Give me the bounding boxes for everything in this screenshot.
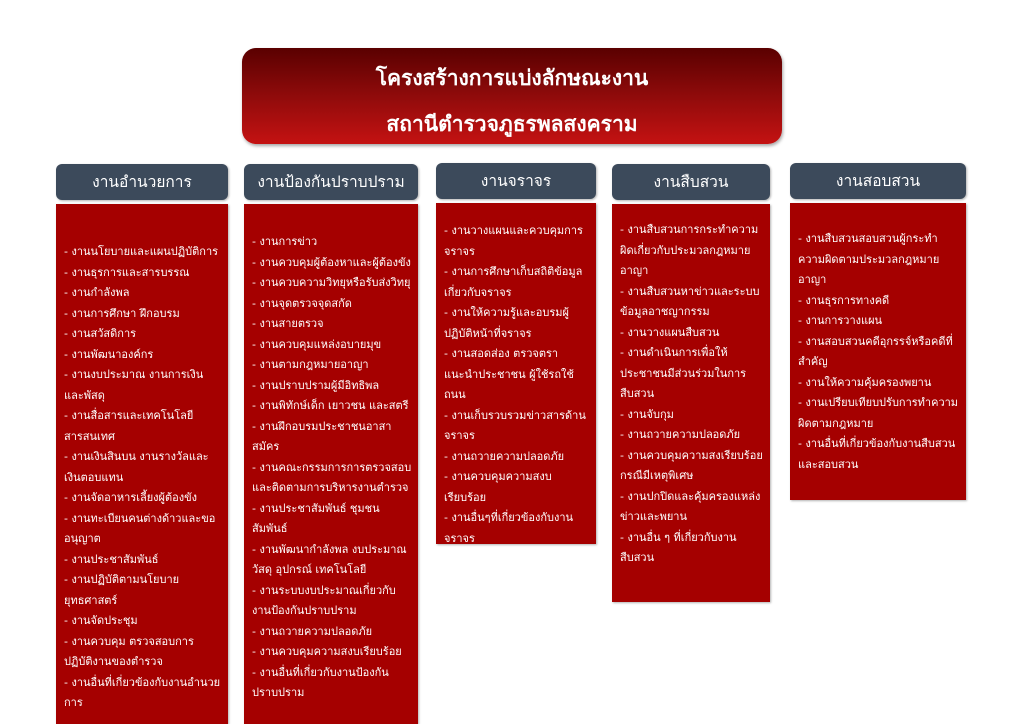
duty-item: - งานถวายความปลอดภัย [252, 624, 373, 638]
duty-item: - งานสื่อสารและเทคโนโลยีสารสนเทศ [64, 409, 194, 443]
duty-item: - งานทะเบียนคนต่างด้าวและขออนุญาต [64, 511, 216, 545]
duty-item: - งานงบประมาณ งานการเงินและพัสดุ [64, 368, 204, 402]
box-inquiry [790, 203, 966, 500]
duty-item: - งานถวายความปลอดภัย [620, 428, 741, 441]
duty-item: - งานควบคุมความสงบเรียบร้อย [252, 645, 402, 658]
duty-item: - งานสืบสวนการกระทำความผิดเกี่ยวกับประมวลกฎหมายอาญา [620, 223, 759, 277]
duty-item: - งานจุดตรวจจุดสกัด [252, 296, 352, 310]
header-investigation: งานสืบสวน [612, 164, 770, 200]
duty-item: - งานอื่น ๆ ที่เกี่ยวกับงานสืบสวน [620, 530, 737, 564]
duty-item: - งานควบคุมผู้ต้องหาและผู้ต้องขัง [252, 255, 411, 269]
box-traffic [436, 203, 596, 544]
duty-item: - งานกำลังพล [64, 286, 130, 299]
duty-item: - งานธุรการและสารบรรณ [64, 265, 190, 279]
box-crime-prevention [244, 204, 418, 724]
duty-item: - งานประชาสัมพันธ์ [64, 552, 159, 566]
duty-item: - งานให้ความรู้และอบรมผู้ปฏิบัติหน้าที่จราจร [444, 306, 569, 340]
duty-item: - งานฝึกอบรมประชาชนอาสาสมัคร [252, 419, 392, 453]
duty-item: - งานระบบงบประมาณเกี่ยวกับงานป้องกันปราบปราม [252, 583, 396, 617]
duty-item: - งานควบความวิทยุหรือรับส่งวิทยุ [252, 276, 411, 289]
duty-item: - งานจัดอาหารเลี้ยงผู้ต้องขัง [64, 491, 198, 504]
duty-item: - งานอื่นๆที่เกี่ยวข้องกับงานจราจร [444, 511, 574, 545]
title-banner [242, 48, 782, 144]
duty-item: - งานพิทักษ์เด็ก เยาวชน และสตรี [252, 399, 409, 412]
duty-item: - งานอื่นที่เกี่ยวข้องกับงานอำนวยการ [64, 675, 221, 709]
duty-item: - งานปกปิดและคุ้มครองแหล่งข่าวและพยาน [620, 489, 761, 523]
duty-item: - งานอื่นที่เกี่ยวกับงานป้องกันปราบปราม [252, 665, 389, 699]
duty-item: - งานให้ความคุ้มครองพยาน [798, 375, 932, 389]
duty-item: - งานพัฒนากำลังพล งบประมาณ วัสดุ อุปกรณ์ เทคโนโลยี [252, 542, 407, 576]
duty-item: - งานการศึกษาเก็บสถิติข้อมูลเกี่ยวกับจราจร [444, 265, 583, 299]
duty-item: - งานปฏิบัติตามนโยบายยุทธศาสตร์ [64, 573, 180, 607]
box-administration [56, 204, 228, 724]
duty-item: - งานดำเนินการเพื่อให้ประชาชนมีส่วนร่วมในการสืบสวน [620, 346, 747, 400]
duty-item: - งานประชาสัมพันธ์ ชุมชนสัมพันธ์ [252, 501, 380, 535]
duty-item: - งานจัดประชุม [64, 614, 138, 627]
header-crime-prevention: งานป้องกันปราบปราม [244, 164, 418, 200]
station-name: สถานีตำรวจภูธรพลสงคราม [386, 112, 638, 136]
duty-item: - งานเก็บรวบรวมข่าวสารด้านจราจร [444, 408, 586, 442]
header-administration: งานอำนวยการ [56, 164, 228, 200]
duty-item: - งานควบคุมแหล่งอบายมุข [252, 337, 382, 351]
duty-item: - งานการข่าว [252, 235, 318, 248]
duty-item: - งานพัฒนาองค์กร [64, 347, 154, 361]
box-investigation [612, 204, 770, 602]
duty-item: - งานปราบปรามผู้มีอิทธิพล [252, 378, 380, 392]
duty-item: - งานตามกฎหมายอาญา [252, 358, 369, 371]
duty-item: - งานวางแผนสืบสวน [620, 325, 720, 339]
duty-item: - งานวางแผนและควบคุมการจราจร [444, 224, 583, 258]
duty-item: - งานสายตรวจ [252, 317, 324, 330]
duty-item: - งานนโยบายและแผนปฏิบัติการ [64, 245, 219, 258]
duty-item: - งานอื่นที่เกี่ยวข้องกับงานสืบสวนและสอบสวน [798, 437, 956, 471]
header-inquiry: งานสอบสวน [790, 163, 966, 199]
duty-item: - งานสอดส่อง ตรวจตรา แนะนำประชาชน ผู้ใช้รถใช้ถนน [444, 347, 574, 401]
duty-item: - งานการศึกษา ฝึกอบรม [64, 306, 180, 320]
header-traffic: งานจราจร [436, 163, 596, 199]
duty-item: - งานธุรการทางคดี [798, 293, 890, 307]
duty-item: - งานสวัสดิการ [64, 327, 137, 340]
duty-item: - งานการวางแผน [798, 314, 883, 327]
duty-item: - งานควบคุม ตรวจสอบการปฏิบัติงานของตำรวจ [64, 634, 194, 668]
duty-item: - งานจับกุม [620, 407, 674, 421]
diagram-title: โครงสร้างการแบ่งลักษณะงาน [375, 66, 649, 90]
duty-item: - งานสืบสวนหาข่าวและระบบข้อมูลอาชญากรรม [620, 284, 760, 318]
duty-item: - งานถวายความปลอดภัย [444, 449, 565, 463]
duty-item: - งานสืบสวนสอบสวนผู้กระทำความผิดตามประมวลกฎหมายอาญา [798, 232, 940, 286]
duty-item: - งานเงินสินบน งานรางวัลและเงินตอบแทน [64, 450, 209, 484]
duty-item: - งานคณะกรรมการการตรวจสอบและติดตามการบริหารงานตำรวจ [252, 460, 412, 494]
duty-item: - งานควบคุมความสงบเรียบร้อย [444, 470, 552, 504]
duty-item: - งานควบคุมความสงเรียบร้อยกรณีมีเหตุพิเศษ [620, 448, 763, 482]
duty-item: - งานเปรียบเทียบปรับการทำความผิดตามกฎหมาย [798, 396, 959, 430]
duty-item: - งานสอบสวนคดีอุกรรจ์หรือคดีที่สำคัญ [798, 334, 953, 368]
